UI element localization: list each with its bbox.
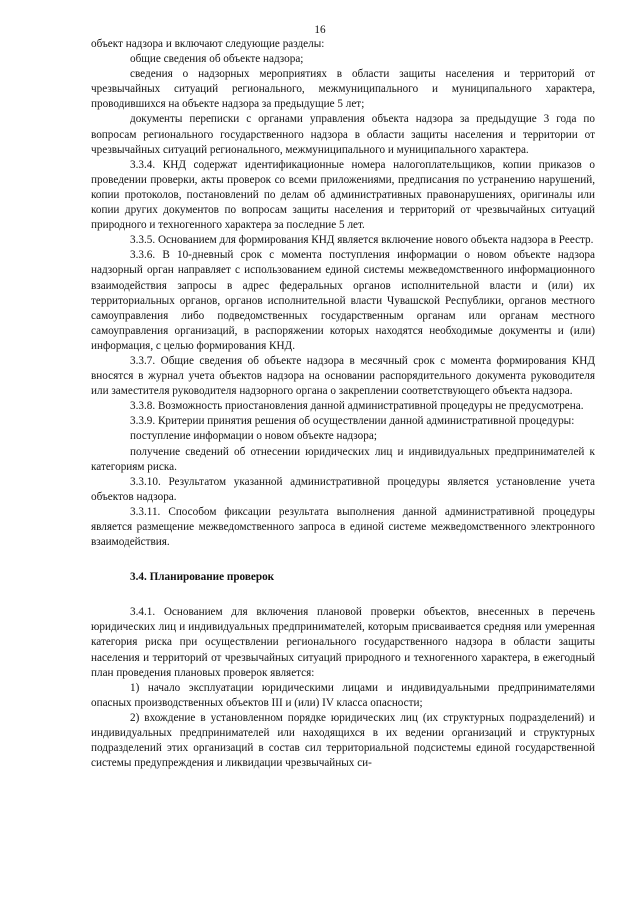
page-number: 16 — [314, 24, 326, 36]
paragraph: 3.3.9. Критерии принятия решения об осуществлении данной административной процедуры: — [130, 415, 575, 428]
paragraph: 3.3.4. КНД содержат идентификационные номера налогоплательщиков, копии приказов о проведении проверки, акты проверок со всеми приложениями, предписания по устранению нарушений, копии протоколов, постановлений по делам об административных правонарушениях, оригиналы или копии других документов по вопросам защиты населения и территорий от чрезвычайных ситуаций природного и техногенного характера за последние 5 лет. — [91, 158, 595, 232]
section-heading: 3.4. Планирование проверок — [130, 571, 275, 584]
paragraph: общие сведения об объекте надзора; — [130, 53, 304, 66]
paragraph: 3.4.1. Основанием для включения плановой проверки объектов, внесенных в перечень юридических лиц и индивидуальных предпринимателей, которым присваивается средняя или умеренная категория риска при осуществлении регионального государственного надзора в области защиты населения и территорий от чрезвычайных ситуаций природного и техногенного характера, в ежегодный план проведения плановых проверок является: — [91, 606, 595, 679]
paragraph: объект надзора и включают следующие разделы: — [91, 38, 325, 50]
paragraph: поступление информации о новом объекте надзора; — [130, 430, 377, 443]
paragraph: 3.3.11. Способом фиксации результата выполнения данной административной процедуры является размещение межведомственного запроса в единой системе межведомственного электронного взаимодействия. — [91, 505, 595, 549]
paragraph: документы переписки с органами управления объекта надзора за предыдущие 3 года по вопросам регионального государственного надзора в области защиты населения и территории от чрезвычайных ситуаций регионального, межмуниципального и муниципального характера. — [91, 113, 595, 156]
paragraph: 1) начало эксплуатации юридическими лицами и индивидуальными предпринимателями опасных производственных объектов III и (или) IV класса опасности; — [91, 681, 595, 709]
paragraph: 2) вхождение в установленном порядке юридических лиц (их структурных подразделений) и индивидуальных предпринимателей или находящихся в их ведении организаций и структурных подразделений этих организаций в состав сил территориальной подсистемы единой государственной системы предупреждения и ликвидации чрезвычайных си- — [91, 711, 595, 770]
paragraph: 3.3.10. Результатом указанной административной процедуры является установление учета объектов надзора. — [91, 475, 595, 503]
paragraph: 3.3.7. Общие сведения об объекте надзора в месячный срок с момента формирования КНД вносятся в журнал учета объектов надзора на основании распорядительного документа руководителя или заместителя руководителя надзорного органа о закреплении соответствующего объекта надзора. — [91, 354, 595, 398]
paragraph: 3.3.5. Основанием для формирования КНД является включение нового объекта надзора в Реестр. — [130, 234, 594, 247]
paragraph: 3.3.6. В 10-дневный срок с момента поступления информации о новом объекте надзора надзорный орган направляет с использованием единой системы межведомственного информационного взаимодействия запросы в адрес федеральных органов исполнительной власти и (или) их территориальных органов, органов исполнительной власти Чувашской Республики, органов местного самоуправления либо подведомственных государственным органам или органам местного самоуправления организаций, в распоряжении которых находятся необходимые документы и (или) информация, с целью формирования КНД. — [91, 249, 595, 352]
paragraph: 3.3.8. Возможность приостановления данной административной процедуры не предусмотрена. — [130, 400, 584, 413]
paragraph: получение сведений об отнесении юридических лиц и индивидуальных предпринимателей к категориям риска. — [91, 445, 595, 473]
document-body — [91, 37, 595, 771]
paragraph: сведения о надзорных мероприятиях в области защиты населения и территорий от чрезвычайных ситуаций регионального, межмуниципального и муниципального характера, проводившихся на объекте надзора за предыдущие 5 лет; — [91, 68, 595, 111]
